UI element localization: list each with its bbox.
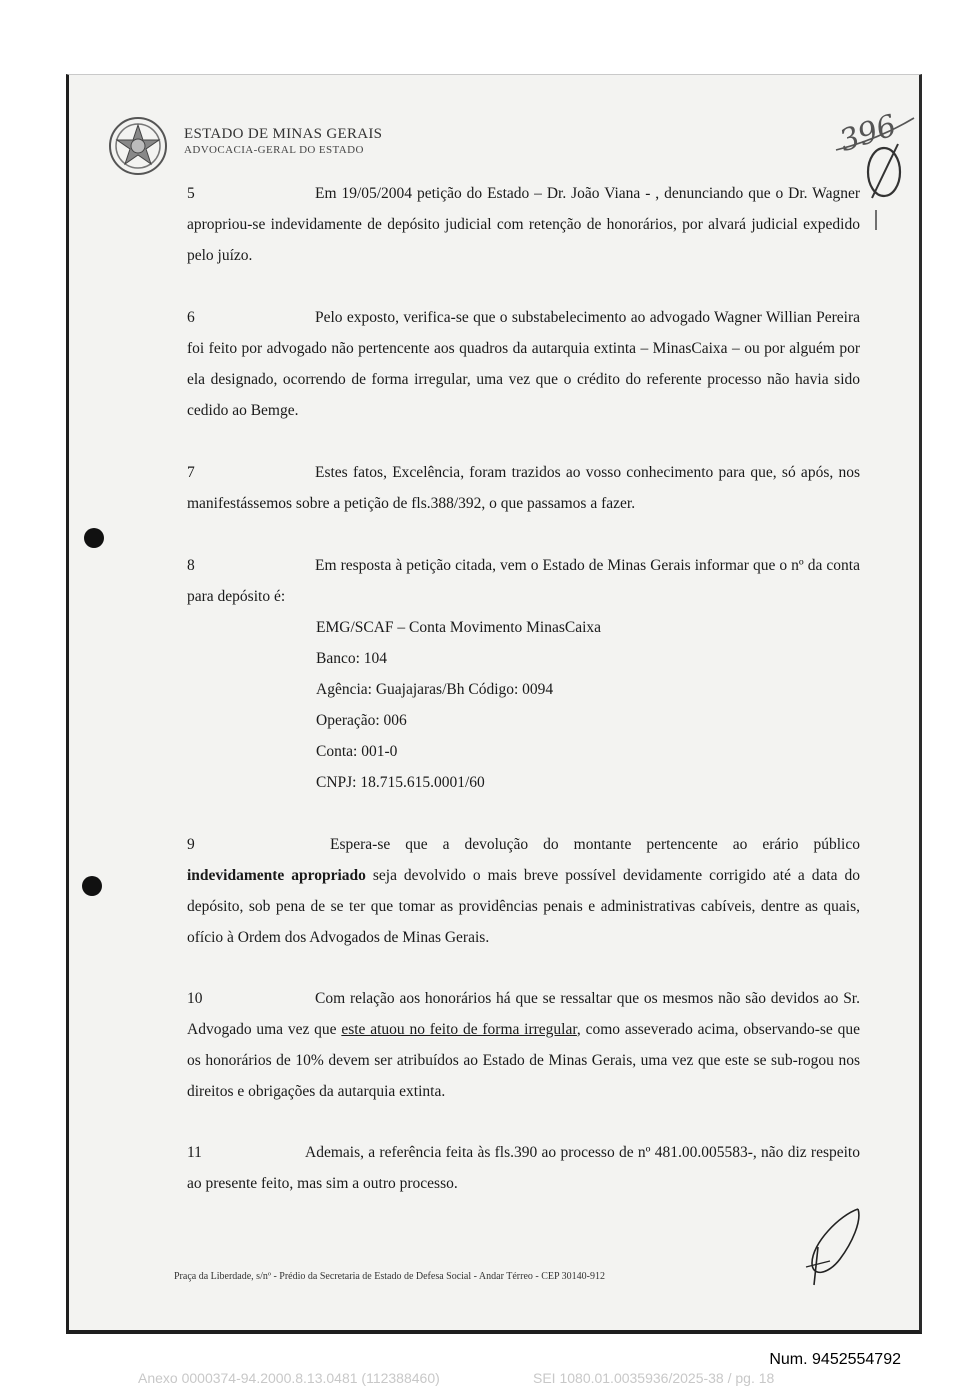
paragraph-number: 6 xyxy=(187,309,195,326)
document-number: Num. 9452554792 xyxy=(769,1351,901,1368)
paragraph-6 xyxy=(187,302,860,426)
paragraph-text: Estes fatos, Excelência, foram trazidos ao vosso conhecimento para que, só após, nos manifestássemos sobre a petição de fls.388/392, o que passamos a fazer. xyxy=(187,464,860,512)
bold-emphasis: indevidamente apropriado xyxy=(187,867,366,884)
annex-footer xyxy=(138,1370,828,1386)
paragraph-11 xyxy=(187,1137,860,1199)
organization-name: ESTADO DE MINAS GERAIS xyxy=(184,126,383,142)
paragraph-number: 7 xyxy=(187,464,195,481)
footer-address: Praça da Liberdade, s/nº - Prédio da Secretaria de Estado de Defesa Social - Andar Térreo - CEP 30140-912 xyxy=(174,1271,606,1282)
account-details xyxy=(316,612,601,798)
department-name: ADVOCACIA-GERAL DO ESTADO xyxy=(184,144,364,156)
sei-reference: SEI 1080.01.0035936/2025-38 / pg. 18 xyxy=(533,1370,775,1386)
paragraph-number: 11 xyxy=(187,1144,202,1161)
punch-hole xyxy=(82,876,102,896)
underlined-phrase: este atuou no feito de forma irregular xyxy=(341,1021,577,1038)
account-line: EMG/SCAF – Conta Movimento MinasCaixa xyxy=(316,619,602,636)
signature-icon xyxy=(800,1205,870,1290)
paragraph-text: Com relação aos honorários há que se ressaltar que os mesmos não são devidos ao Sr. Advogado uma vez que este atuou no feito de forma irregular, como asseverado acima, observando-se que os honorários de 10% devem ser atribuídos ao Estado de Minas Gerais, uma vez que este se sub-rogou nos direitos e obrigações da autarquia extinta. xyxy=(187,990,860,1100)
paragraph-8 xyxy=(187,550,860,612)
paragraph-7 xyxy=(187,457,860,519)
paragraph-number: 5 xyxy=(187,185,195,202)
paragraph-text: Em 19/05/2004 petição do Estado – Dr. João Viana - , denunciando que o Dr. Wagner apropriou-se indevidamente de depósito judicial com retenção de honorários, por alvará judicial expedido pelo juízo. xyxy=(187,185,860,264)
state-seal-icon xyxy=(108,116,168,176)
paragraph-number: 9 xyxy=(187,836,195,853)
paragraph-10 xyxy=(187,983,860,1107)
account-line: CNPJ: 18.715.615.0001/60 xyxy=(316,774,485,791)
paragraph-text: Em resposta à petição citada, vem o Estado de Minas Gerais informar que o nº da conta para depósito é: xyxy=(187,557,860,605)
punch-hole xyxy=(84,528,104,548)
paragraph-9 xyxy=(187,829,860,953)
annex-reference: Anexo 0000374-94.2000.8.13.0481 (112388460) xyxy=(138,1370,440,1386)
account-line: Agência: Guajajaras/Bh Código: 0094 xyxy=(316,681,554,698)
paragraph-text: Pelo exposto, verifica-se que o substabelecimento ao advogado Wagner Willian Pereira foi feito por advogado não pertencente aos quadros da autarquia extinta – MinasCaixa – ou por alguém por ela designado, ocorrendo de forma irregular, uma vez que o crédito do referente processo não havia sido cedido ao Bemge. xyxy=(187,309,860,419)
paragraph-number: 8 xyxy=(187,557,195,574)
svg-text:396: 396 xyxy=(835,108,901,160)
paragraph-text: Espera-se que a devolução do montante pertencente ao erário público indevidamente apropriado seja devolvido o mais breve possível devidamente corrigido até a data do depósito, sob pena de se ter que tomar as providências penais e administrativas cabíveis, dentre as quais, ofício à Ordem dos Advogados de Minas Gerais. xyxy=(187,836,861,946)
account-line: Operação: 006 xyxy=(316,712,407,729)
paragraph-number: 10 xyxy=(187,990,203,1007)
organization-header xyxy=(184,127,382,156)
paragraph-5 xyxy=(187,178,860,271)
account-line: Banco: 104 xyxy=(316,650,388,667)
paragraph-text: Ademais, a referência feita às fls.390 ao processo de nº 481.00.005583-, não diz respeito ao presente feito, mas sim a outro processo. xyxy=(187,1144,860,1192)
account-line: Conta: 001-0 xyxy=(316,743,398,760)
